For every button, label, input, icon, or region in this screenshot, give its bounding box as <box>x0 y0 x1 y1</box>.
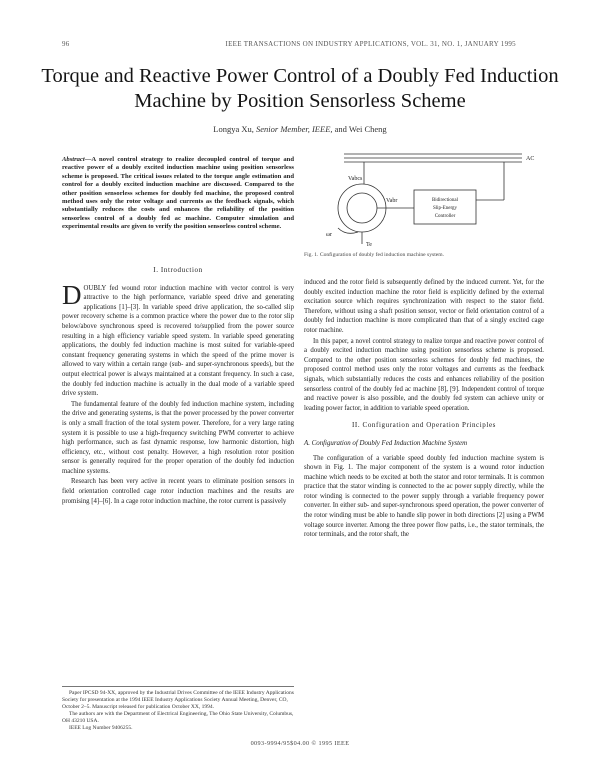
footnote-paper-info: Paper IPCSD 94-XX, approved by the Industrial Drives Committee of the IEEE Industry Applications Society for presentation at the 1994 IEEE Industry Applications Society Annual Meeting, Denver, CO, October 2–5. Manuscript released for publication October XX, 1994. <box>62 690 294 711</box>
paper-title: Torque and Reactive Power Control of a Doubly Fed Induction Machine by Position Sensorless Scheme <box>41 65 559 112</box>
dropcap-letter: D <box>62 279 82 310</box>
config-paragraph-1: The configuration of a variable speed doubly fed induction machine system is shown in Fig. 1. The major component of the system is a wound rotor induction machine which needs to be excited at both the stator and rotor terminals. It is common practice that the stator winding is connected to the ac power supply directly, while the rotor winding is connected to the power supply through a variable frequency power converter. In either sub- and super-synchronous speed operation, the power converter of the rotor winding must be able to handle slip power in both directions [2] using a PWM voltage source inverter. Among the three power flow paths, i.e., the stator terminals, the rotor terminals, and the rotor shaft, the <box>304 454 544 539</box>
machine-rotor-circle <box>347 193 377 223</box>
author-membership: Senior Member, IEEE, <box>256 124 333 134</box>
intro-paragraph-1-text: OUBLY fed wound rotor induction machine with vector control is very attractive to the high performance, variable speed drive and generating applications [1]–[3]. In variable speed drive application, the so-called slip power recovery scheme is a common practice where the power due to the rotor slip below/above synchronous speed is recovered to/supplied from the power source resulting in a high efficiency variable speed system. In variable speed generating applications, the doubly fed induction machine is most suited for variable-speed constant frequency generating systems in which the speed of the prime mover is allowed to vary within a certain range (sub- and super-synchronous speeds), but the output electrical power is always maintained at a constant frequency. In such a case, the doubly fed induction machine is actually in the dual mode of a variable speed drive system. <box>62 284 294 398</box>
footnote-log-number: IEEE Log Number 9406255. <box>69 725 133 732</box>
section-1-heading: I. Introduction <box>153 266 203 274</box>
abstract-label: Abstract— <box>62 156 92 163</box>
figure-1-caption: Fig. 1. Configuration of doubly fed induction machine system. <box>304 252 444 258</box>
label-controller-2: Slip-Energy <box>432 206 458 211</box>
label-ac: AC <box>526 156 535 162</box>
label-te: Te <box>366 242 372 248</box>
page-number: 96 <box>62 40 70 48</box>
intro-paragraph-3: Research has been very active in recent years to eliminate position sensors in field orientation controlled cage rotor induction machines and the results are promising [4]–[6]. In a cage rotor induction machine, the rotor current is passively <box>62 478 294 505</box>
running-header: IEEE TRANSACTIONS ON INDUSTRY APPLICATIONS, VOL. 31, NO. 1, JANUARY 1995 <box>225 40 516 48</box>
copyright-line: 0093-9994/95$04.00 © 1995 IEEE <box>250 740 350 747</box>
abstract-text: A novel control strategy to realize decoupled control of torque and reactive power of a doubly excited induction machine using position sensorless scheme is proposed. The critical issues related to the torque angle estimation and control for a doubly excited induction machine are discussed. Compared to the other position sensorless schemes for doubly fed machine, the proposed control method uses only the rotor voltage and currents as the feedback signals, which substantially reduces the costs and enhances the reliability of the position sensorless control of a doubly fed ac machine. Computer simulation and experimental results are given to verify the position sensorless control scheme. <box>62 156 294 231</box>
authors-line <box>100 124 500 134</box>
section-2a-subheading: A. Configuration of Doubly Fed Induction Machine System <box>304 439 468 447</box>
author-names-post: and Wei Cheng <box>334 124 387 134</box>
intro-paragraph-2: The fundamental feature of the doubly fed induction machine system, including the drive and generating systems, is that the power processed by the power converter is only a small fraction of the total system power. Therefore, for a very large rating system it is possible to use a high-frequency switching PWM converter to achieve high performance, such as fast dynamic response, low harmonic distortion, high efficiency, etc., without cost penalty. However, a high resolution rotor position sensor is generally required for the proper operation of the doubly fed induction machine systems. <box>62 400 294 475</box>
label-controller-3: Controller <box>434 214 456 219</box>
left-column <box>62 266 294 507</box>
first-page-footnote <box>62 686 294 733</box>
section-2-heading: II. Configuration and Operation Principles <box>352 421 496 430</box>
label-wr: ωr <box>326 232 332 238</box>
right-column <box>304 278 544 541</box>
label-vabcs: Vabcs <box>348 176 363 182</box>
intro-paragraph-4: induced and the rotor field is subsequently defined by the induced current. Yet, for the doubly excited induction machine the rotor field is explicitly defined by the external excitation source which requires synchronization with respect to the stator field. Therefore, without using a shaft position sensor, vector or field orientation control of a doubly fed induction machine is more complicated than that of a singly excited cage rotor machine. <box>304 279 544 334</box>
label-controller-1: Bidirectional <box>431 198 459 203</box>
abstract <box>62 156 294 232</box>
footnote-affiliation: The authors are with the Department of Electrical Engineering, The Ohio State University, Columbus, OH 43210 USA. <box>62 711 294 725</box>
intro-paragraph-1 <box>62 279 294 399</box>
label-vabr: Vabr <box>386 198 398 204</box>
intro-paragraph-5: In this paper, a novel control strategy to realize torque and reactive power control of a doubly excited induction machine using position sensorless scheme is proposed. Compared to the other position sensorless schemes for doubly fed machines, the proposed control method uses only the rotor voltages and currents as the feedback signals, which substantially reduces the costs and enhances reliability of the position sensorless control of the doubly fed ac machine [8], [9]. Independent control of torque and reactive power is also possible, and the doubly fed system can achieve unity or leading power factor, in addition to variable speed operation. <box>304 337 544 412</box>
author-names-pre: Longya Xu, <box>213 124 254 134</box>
figure-1-diagram <box>304 150 544 248</box>
